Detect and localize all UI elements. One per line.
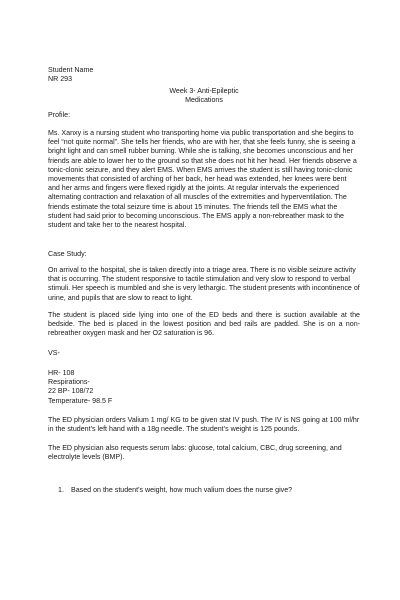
profile-heading: Profile:	[48, 111, 71, 119]
temperature: Temperature- 98.5 F	[48, 396, 113, 405]
physician-orders-paragraph-1: The ED physician orders Valium 1 mg/ KG to be given stat IV push. The IV is NS going at 100 ml/hr in the student’s left hand with a 18g needle. The student’s weight is 125 pounds.	[48, 416, 360, 434]
question-text: Based on the student’s weight, how much valium does the nurse give?	[71, 486, 293, 494]
case-study-paragraph-1: On arrival to the hospital, she is taken directly into a triage area. There is no visible seizure activity that is occurring. The student responsive to tactile stimulation and very slow to respond to verbal stimuli. Her speech is mumbled and she is very lethargic. The student presents with incontinence of urine, and pupils that are slow to react to light.	[48, 266, 360, 302]
respirations-label: Respirations-	[48, 378, 90, 387]
document-title	[48, 87, 360, 105]
vital-signs-heading: VS-	[48, 349, 60, 357]
profile-paragraph: Ms. Xanxy is a nursing student who transporting home via public transportation and she begins to feel “not quite normal”. She tells her friends, who are with her, that she feels funny, she is seeing a bright light and can smell rubber burning. While she is talking, she becomes unconscious and her friends are able to lower her to the ground so that she does not hit her head. Her friends observe a tonic-clonic seizure, and they alert EMS. When EMS arrives the student is still having tonic-clonic movements that consisted of arching of her back, her head was extended, her knees were bent and her arms and fingers were flexed rigidly at the joints. At regular intervals the experienced alternating contraction and relaxation of all muscles of the extremities and hyperventilation. The friends estimate the total seizure time is about 15 minutes. The friends tell the EMS what the student had said prior to becoming unconscious. The EMS apply a non-rebreather mask to the student and take her to the nearest hospital.	[48, 129, 357, 230]
case-study-heading: Case Study:	[48, 250, 87, 258]
question-item	[58, 486, 358, 495]
case-study-paragraph-2: The student is placed side lying into one of the ED beds and there is suction available at the bedside. The bed is placed in the lowest position and bed rails are padded. She is on a non- rebreather oxygen mask and her O2 saturation is 96.	[48, 311, 360, 338]
heart-rate: HR- 108	[48, 369, 75, 377]
vital-signs-list	[48, 369, 360, 406]
question-number: 1.	[58, 486, 64, 494]
physician-orders-paragraph-2: The ED physician also requests serum labs: glucose, total calcium, CBC, drug screening, and electrolyte levels (BMP).	[48, 444, 342, 462]
student-name: Student Name	[48, 66, 94, 74]
title-line-2: Medications	[185, 96, 223, 105]
title-line-1: Week 3- Anti-Epileptic	[169, 87, 239, 95]
student-header	[48, 66, 360, 84]
course-code: NR 293	[48, 75, 73, 84]
respirations-blood-pressure: 22 BP- 108/72	[48, 387, 94, 396]
